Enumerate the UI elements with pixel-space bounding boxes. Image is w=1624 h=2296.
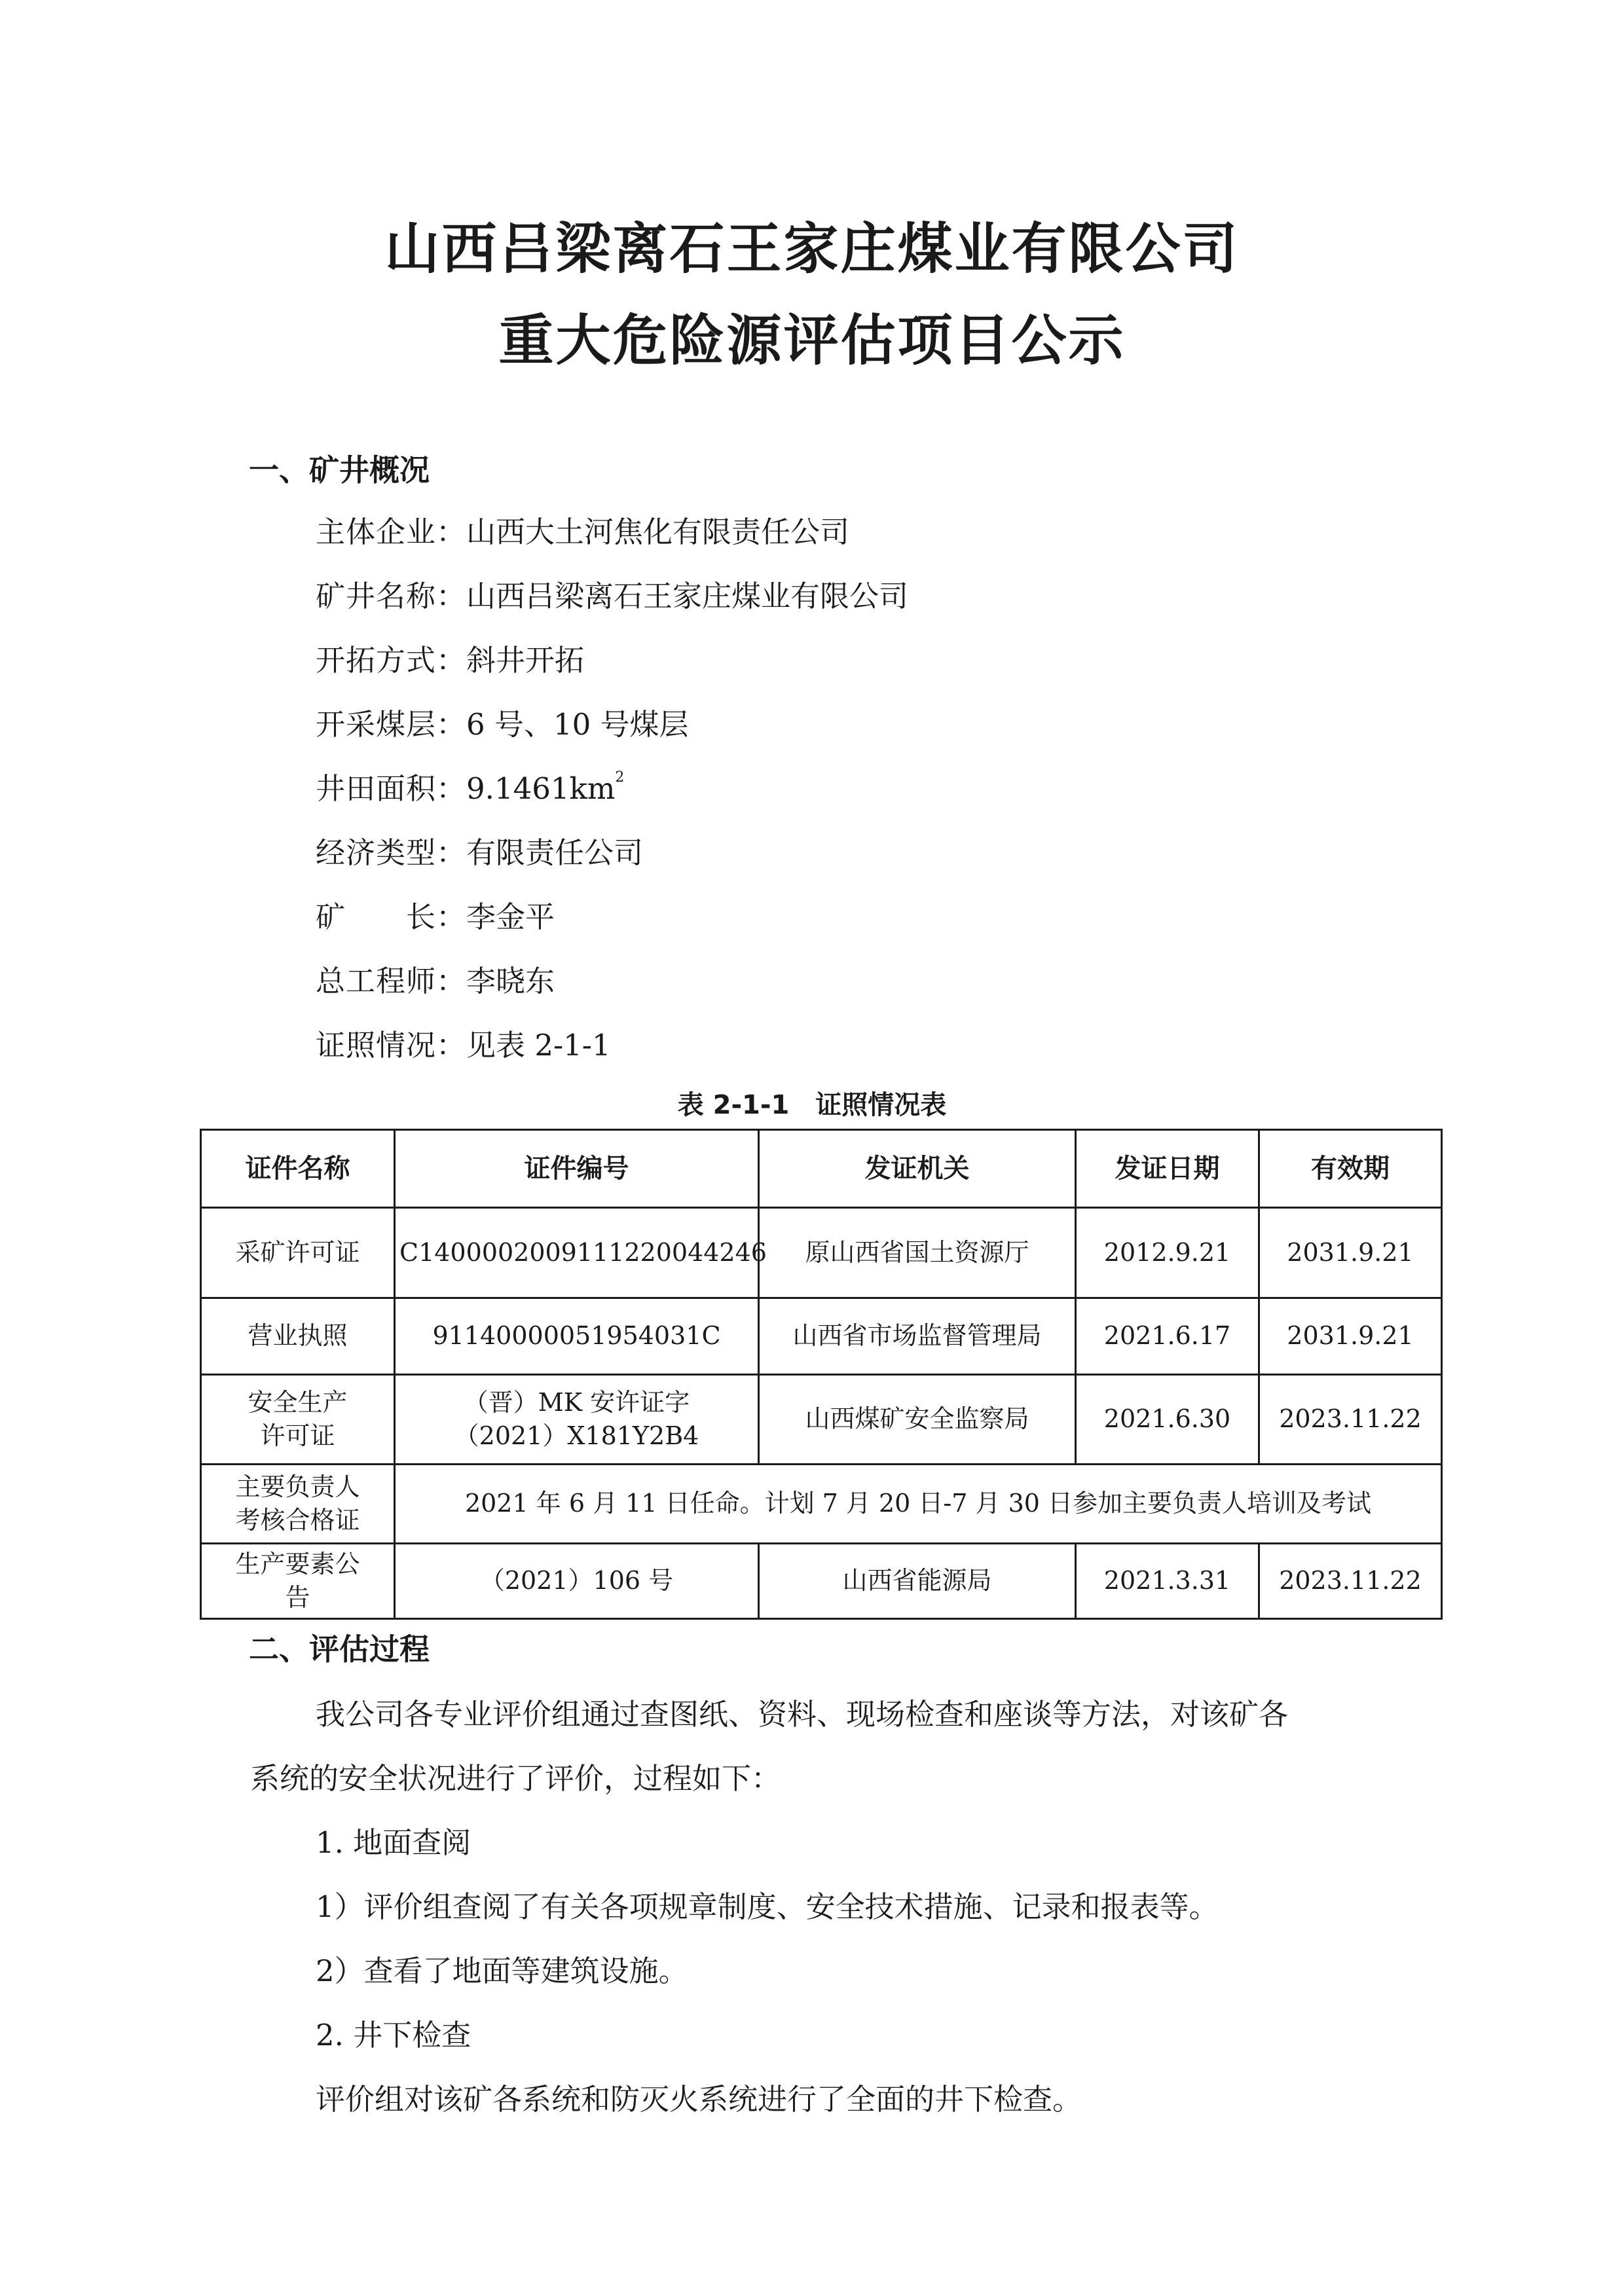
cell-valid: 2031.9.21 <box>1259 1298 1442 1375</box>
subheading-underground-inspection: 2. 井下检查 <box>316 2018 471 2052</box>
info-line-field-area <box>316 769 625 806</box>
cell-number-line2: （2021）X181Y2B4 <box>454 1421 699 1450</box>
section-heading-evaluation-process: 二、评估过程 <box>249 1631 430 1667</box>
column-header: 证件编号 <box>395 1130 759 1208</box>
column-header: 有效期 <box>1259 1130 1442 1208</box>
cell-name: 营业执照 <box>201 1298 395 1375</box>
info-value: 见表 2-1-1 <box>466 1028 611 1063</box>
info-key: 井田面积： <box>316 771 467 806</box>
info-line-license-status <box>316 1028 611 1063</box>
cell-number: （2021）106 号 <box>395 1544 759 1619</box>
info-key: 证照情况： <box>316 1028 467 1063</box>
column-header: 证件名称 <box>201 1130 395 1208</box>
cell-name-line2: 考核合格证 <box>235 1506 360 1535</box>
info-key: 矿 长： <box>316 900 467 934</box>
cell-number <box>395 1375 759 1465</box>
cell-number: 91140000051954031C <box>395 1298 759 1375</box>
info-value: 李晓东 <box>466 964 555 998</box>
info-value: 李金平 <box>466 900 555 934</box>
section-heading-mine-overview: 一、矿井概况 <box>249 452 430 488</box>
cell-note: 2021 年 6 月 11 日任命。计划 7 月 20 日-7 月 30 日参加主要负责人培训及考试 <box>395 1465 1442 1544</box>
info-line-development-method <box>316 643 585 678</box>
table-row <box>201 1298 1442 1375</box>
cell-name-line2: 告 <box>285 1583 310 1612</box>
cell-name-line1: 生产要素公 <box>235 1549 360 1578</box>
paragraph-line1: 我公司各专业评价组通过查图纸、资料、现场检查和座谈等方法，对该矿各 <box>316 1697 1289 1732</box>
cell-authority: 原山西省国土资源厅 <box>759 1208 1076 1298</box>
cell-issued: 2021.3.31 <box>1076 1544 1259 1619</box>
paragraph-line2: 系统的安全状况进行了评价，过程如下： <box>250 1761 781 1796</box>
cell-name: 采矿许可证 <box>201 1208 395 1298</box>
paragraph-underground: 评价组对该矿各系统和防灭火系统进行了全面的井下检查。 <box>316 2082 1082 2117</box>
info-key: 主体企业： <box>316 515 467 549</box>
info-value: 9.1461km <box>466 771 616 806</box>
info-key: 开拓方式： <box>316 643 467 678</box>
table-row <box>201 1375 1442 1465</box>
table-row <box>201 1208 1442 1298</box>
cell-authority: 山西省市场监督管理局 <box>759 1298 1076 1375</box>
info-value: 山西吕梁离石王家庄煤业有限公司 <box>466 579 909 613</box>
cell-number-line1: （晋）MK 安许证字 <box>463 1387 690 1417</box>
info-line-mine-name <box>316 581 908 611</box>
table-caption: 表 2-1-1 证照情况表 <box>677 1090 947 1120</box>
info-line-chief-engineer <box>316 966 555 996</box>
cell-valid: 2023.11.22 <box>1259 1544 1442 1619</box>
superscript-2: 2 <box>615 769 625 786</box>
list-item: 1）评价组查阅了有关各项规章制度、安全技术措施、记录和报表等。 <box>316 1889 1219 1924</box>
subheading-surface-review: 1. 地面查阅 <box>316 1825 471 1860</box>
info-value: 6 号、10 号煤层 <box>466 707 689 742</box>
info-line-economic-type <box>316 835 644 870</box>
info-value: 有限责任公司 <box>466 835 644 870</box>
cell-authority: 山西省能源局 <box>759 1544 1076 1619</box>
cell-name-line1: 安全生产 <box>248 1387 348 1417</box>
cell-number: C1400002009111220044246 <box>395 1208 759 1298</box>
info-key: 开采煤层： <box>316 707 467 742</box>
info-key: 矿井名称： <box>316 579 467 613</box>
cell-name <box>201 1544 395 1619</box>
cell-issued: 2012.9.21 <box>1076 1208 1259 1298</box>
cell-issued: 2021.6.17 <box>1076 1298 1259 1375</box>
info-value: 斜井开拓 <box>466 643 585 678</box>
document-title-line1: 山西吕梁离石王家庄煤业有限公司 <box>384 217 1240 281</box>
table-row <box>201 1465 1442 1544</box>
cell-name-line2: 许可证 <box>260 1421 335 1450</box>
document-title-line2: 重大危险源评估项目公示 <box>498 308 1126 373</box>
info-line-coal-seams <box>316 707 689 742</box>
cell-name <box>201 1465 395 1544</box>
cell-valid: 2023.11.22 <box>1259 1375 1442 1465</box>
info-value: 山西大土河焦化有限责任公司 <box>466 515 850 549</box>
table-row <box>201 1544 1442 1619</box>
cell-name-line1: 主要负责人 <box>235 1472 360 1501</box>
info-key: 总工程师： <box>316 964 467 998</box>
table-header-row <box>201 1130 1442 1208</box>
info-key: 经济类型： <box>316 835 467 870</box>
license-table <box>200 1129 1443 1620</box>
info-line-main-enterprise <box>316 517 849 547</box>
cell-issued: 2021.6.30 <box>1076 1375 1259 1465</box>
info-line-mine-director <box>316 902 555 932</box>
cell-valid: 2031.9.21 <box>1259 1208 1442 1298</box>
column-header: 发证日期 <box>1076 1130 1259 1208</box>
list-item: 2）查看了地面等建筑设施。 <box>316 1954 688 1988</box>
cell-authority: 山西煤矿安全监察局 <box>759 1375 1076 1465</box>
column-header: 发证机关 <box>759 1130 1076 1208</box>
cell-name <box>201 1375 395 1465</box>
